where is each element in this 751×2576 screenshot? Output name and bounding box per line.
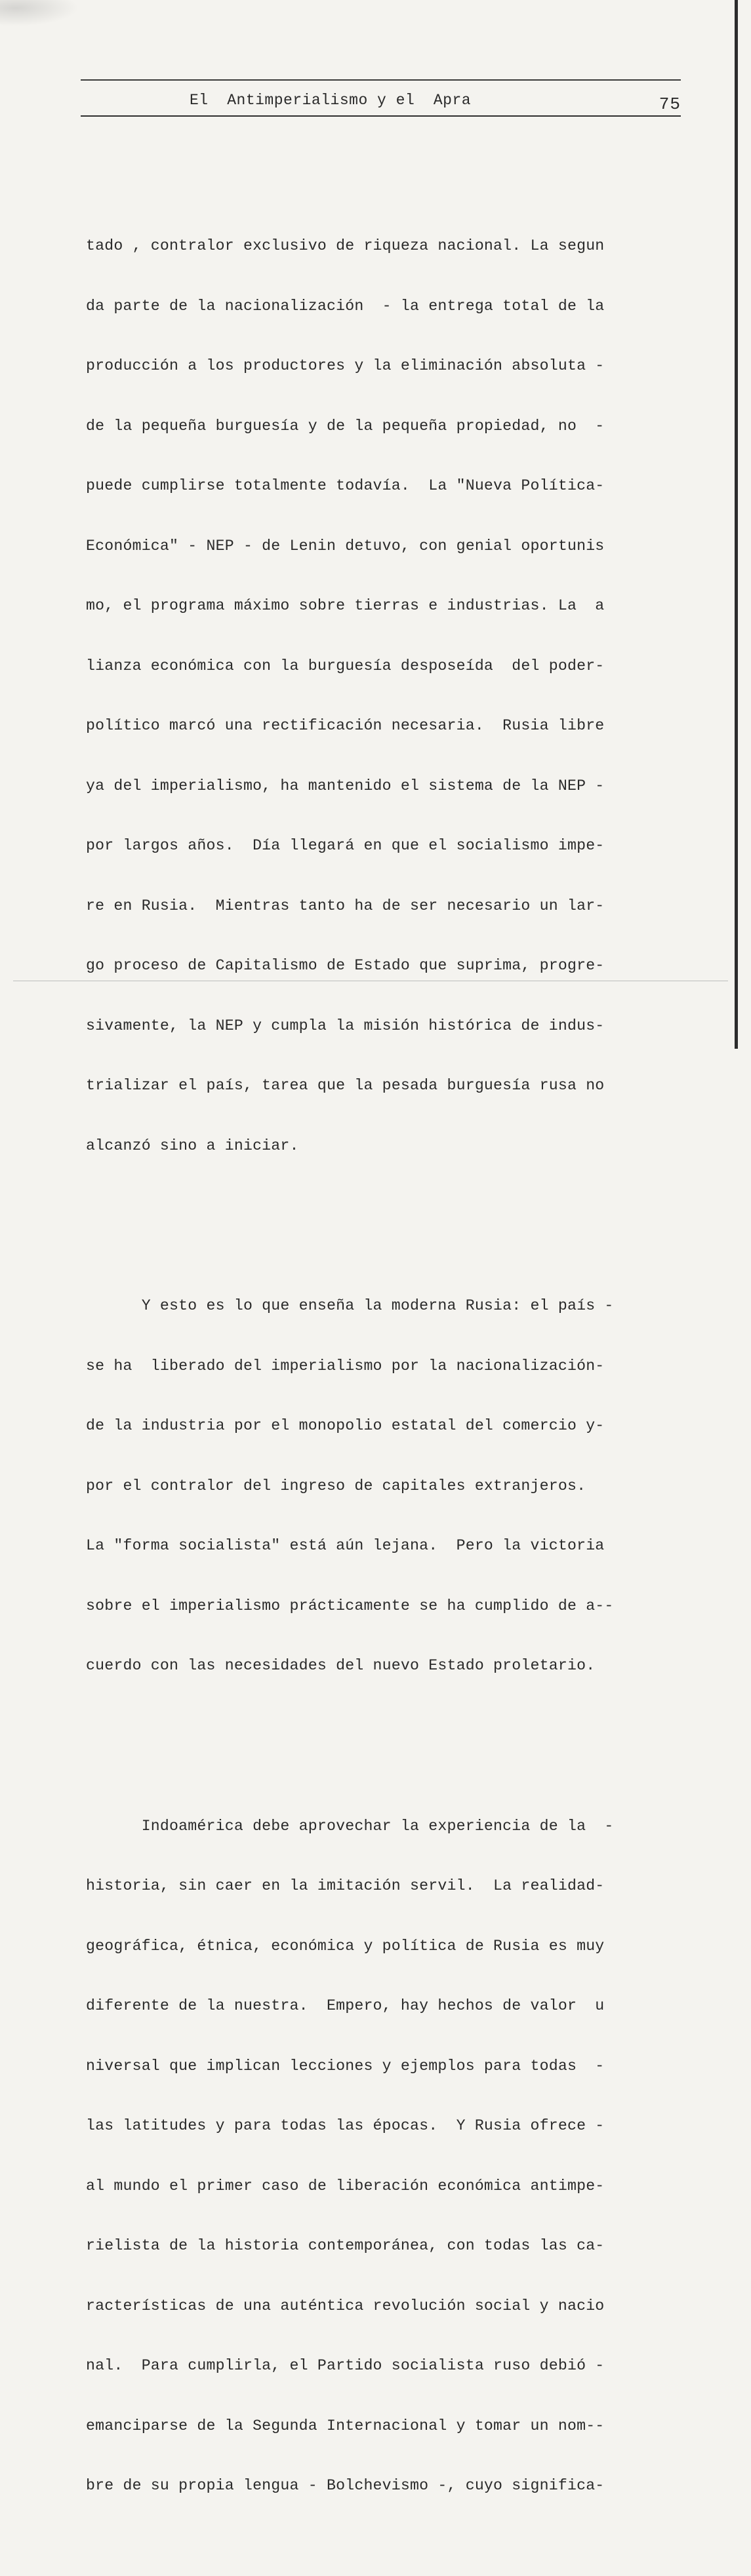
text-line: las latitudes y para todas las épocas. Y Rusia ofrece - — [86, 2117, 605, 2134]
paragraph-2 — [86, 1256, 702, 1716]
text-line: Y esto es lo que enseña la moderna Rusia: el país - — [86, 1297, 614, 1314]
text-line: puede cumplirse totalmente todavía. La "Nueva Política- — [86, 477, 605, 494]
text-line: de la pequeña burguesía y de la pequeña propiedad, no - — [86, 417, 605, 435]
text-line: mo, el programa máximo sobre tierras e industrias. La a — [86, 597, 605, 614]
text-line: rielista de la historia contemporánea, con todas las ca- — [86, 2237, 605, 2254]
text-line: geográfica, étnica, económica y política de Rusia es muy — [86, 1937, 605, 1955]
text-line: lianza económica con la burguesía desposeída del poder- — [86, 657, 605, 674]
text-line: tado , contralor exclusivo de riqueza nacional. La segun — [86, 237, 605, 254]
text-line: diferente de la nuestra. Empero, hay hechos de valor u — [86, 1997, 605, 2014]
text-line: sobre el imperialismo prácticamente se ha cumplido de a-- — [86, 1597, 614, 1614]
text-line: nal. Para cumplirla, el Partido socialista ruso debió - — [86, 2357, 605, 2374]
text-line: por largos años. Día llegará en que el socialismo impe- — [86, 837, 605, 854]
body-text — [86, 156, 702, 2576]
running-title: El Antimperialismo y el Apra — [190, 92, 472, 109]
text-line: bre de su propia lengua - Bolchevismo -, cuyo significa- — [86, 2477, 605, 2494]
text-line: racterísticas de una auténtica revolución social y nacio — [86, 2297, 605, 2314]
text-line: da parte de la nacionalización - la entrega total de la — [86, 297, 605, 315]
text-line: de la industria por el monopolio estatal del comercio y- — [86, 1417, 605, 1434]
text-line: re en Rusia. Mientras tanto ha de ser necesario un lar- — [86, 897, 605, 914]
text-line: Indoamérica debe aprovechar la experiencia de la - — [86, 1817, 614, 1835]
text-line: trializar el país, tarea que la pesada burguesía rusa no — [86, 1077, 605, 1094]
text-line: emanciparse de la Segunda Internacional y tomar un nom-- — [86, 2417, 605, 2434]
paragraph-3 — [86, 1776, 702, 2536]
text-line: alcanzó sino a iniciar. — [86, 1137, 299, 1154]
text-line: niversal que implican lecciones y ejemplos para todas - — [86, 2057, 605, 2075]
text-line: político marcó una rectificación necesaria. Rusia libre — [86, 717, 605, 734]
page-number: 75 — [659, 94, 681, 114]
text-line: al mundo el primer caso de liberación económica antimpe- — [86, 2177, 605, 2195]
text-line: producción a los productores y la eliminación absoluta - — [86, 357, 605, 374]
header-top-rule — [81, 79, 681, 81]
text-line: se ha liberado del imperialismo por la nacionalización- — [86, 1357, 605, 1375]
paragraph-1 — [86, 196, 702, 1196]
running-header — [81, 92, 681, 118]
text-line: go proceso de Capitalismo de Estado que suprima, progre- — [86, 957, 605, 974]
text-line: por el contralor del ingreso de capitales extranjeros. — [86, 1477, 586, 1494]
text-line: historia, sin caer en la imitación servil. La realidad- — [86, 1877, 605, 1894]
page-edge-shadow — [735, 0, 738, 1049]
scan-smudge — [0, 0, 79, 26]
text-line: Económica" - NEP - de Lenin detuvo, con genial oportunis — [86, 537, 605, 555]
text-line: La "forma socialista" está aún lejana. Pero la victoria — [86, 1537, 605, 1554]
text-line: ya del imperialismo, ha mantenido el sistema de la NEP - — [86, 777, 605, 794]
text-line: sivamente, la NEP y cumpla la misión histórica de indus- — [86, 1017, 605, 1034]
text-line: cuerdo con las necesidades del nuevo Estado proletario. — [86, 1657, 596, 1674]
header-underline — [81, 115, 681, 117]
